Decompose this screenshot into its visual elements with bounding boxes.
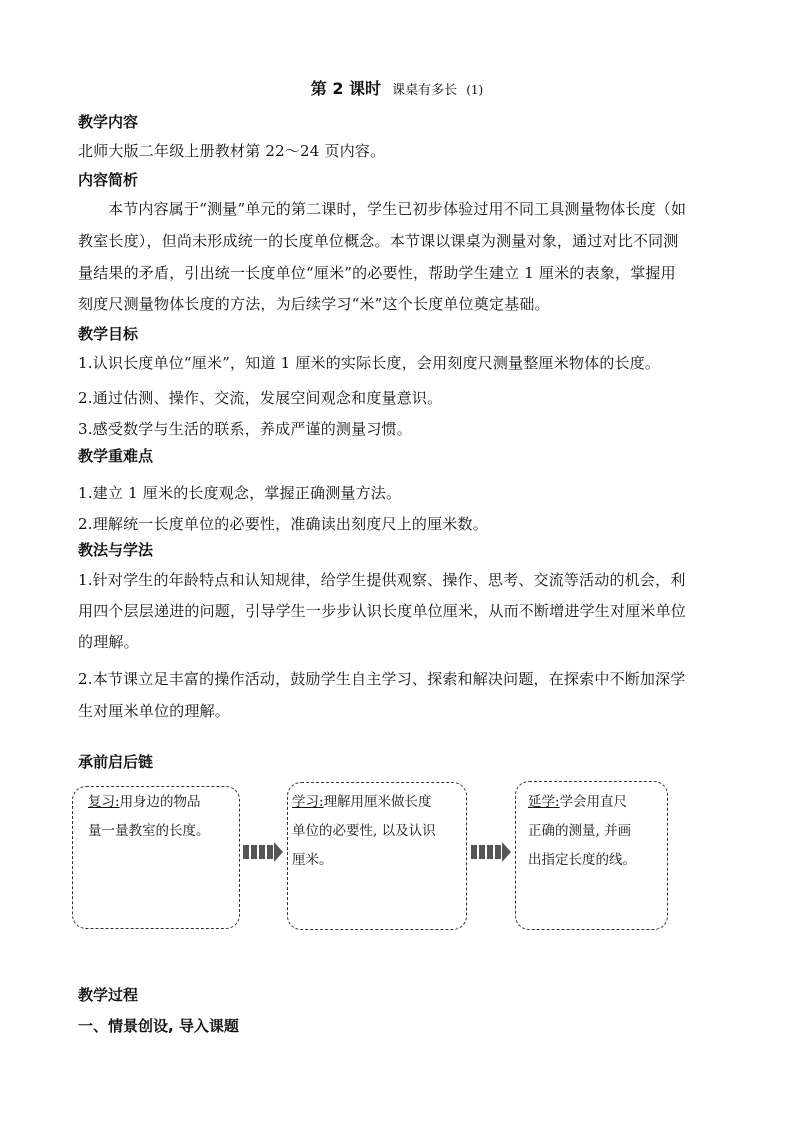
keypoint-2: 2.理解统一长度单位的必要性，准确读出刻度尺上的厘米数。 bbox=[78, 515, 488, 533]
goal-2: 2.通过估测、操作、交流，发展空间观念和度量意识。 bbox=[78, 389, 443, 407]
chain-box-learn-label: 学习: bbox=[292, 794, 324, 810]
method1-line-1: 1.针对学生的年龄特点和认知规律，给学生提供观察、操作、思考、交流等活动的机会，利 bbox=[78, 571, 686, 589]
step1-heading: 一、情景创设, 导入课题 bbox=[78, 1017, 239, 1035]
brief-heading: 内容简析 bbox=[78, 171, 139, 189]
chain-box-extend-text bbox=[528, 788, 636, 875]
chain-box-review-label: 复习: bbox=[88, 794, 120, 810]
chain-box-learn-line-2: 单位的必要性, 以及认识 bbox=[292, 823, 436, 839]
chain-box-extend-label: 延学: bbox=[528, 794, 560, 810]
chain-box-review-line-1: 用身边的物品 bbox=[119, 794, 201, 810]
goals-heading: 教学目标 bbox=[78, 325, 139, 343]
content-heading: 教学内容 bbox=[78, 113, 139, 131]
lesson-title-num: (1) bbox=[466, 83, 484, 97]
chain-box-learn-line-1: 理解用厘米做长度 bbox=[323, 794, 432, 810]
method2-line-2: 生对厘米单位的理解。 bbox=[78, 702, 231, 720]
process-heading: 教学过程 bbox=[78, 986, 139, 1004]
chain-box-extend-line-2: 正确的测量, 并画 bbox=[528, 823, 632, 839]
chain-box-learn-text bbox=[292, 788, 436, 875]
lesson-title bbox=[0, 78, 794, 102]
brief-line-2: 教室长度），但尚未形成统一的长度单位概念。本节课以课桌为测量对象，通过对比不同测 bbox=[78, 232, 679, 250]
brief-line-4: 刻度尺测量物体长度的方法，为后续学习“米”这个长度单位奠定基础。 bbox=[78, 295, 550, 313]
chain-box-review-text bbox=[88, 788, 210, 846]
keypoint-1: 1.建立 1 厘米的长度观念，掌握正确测量方法。 bbox=[78, 484, 402, 502]
keypoints-heading: 教学重难点 bbox=[78, 447, 154, 465]
chain-arrow-2 bbox=[471, 842, 511, 862]
lesson-title-main: 第 2 课时 bbox=[310, 79, 382, 98]
method1-line-3: 的理解。 bbox=[78, 633, 139, 651]
brief-line-3: 量结果的矛盾，引出统一长度单位“厘米”的必要性，帮助学生建立 1 厘米的表象，掌握用 bbox=[78, 264, 676, 282]
chain-box-learn-line-3: 厘米。 bbox=[292, 852, 333, 868]
chain-heading: 承前启后链 bbox=[78, 753, 154, 771]
brief-line-1: 本节内容属于“测量”单元的第二课时，学生已初步体验过用不同工具测量物体长度（如 bbox=[108, 200, 687, 218]
method2-line-1: 2.本节课立足丰富的操作活动，鼓励学生自主学习、探索和解决问题，在探索中不断加深学 bbox=[78, 670, 686, 688]
chain-arrow-1 bbox=[243, 842, 283, 862]
methods-heading: 教法与学法 bbox=[78, 541, 154, 559]
chain-box-extend-line-3: 出指定长度的线。 bbox=[528, 852, 636, 868]
goal-1: 1.认识长度单位“厘米”，知道 1 厘米的实际长度，会用刻度尺测量整厘米物体的长度。 bbox=[78, 354, 661, 372]
content-text: 北师大版二年级上册教材第 22～24 页内容。 bbox=[78, 142, 386, 160]
method1-line-2: 用四个层层递进的问题，引导学生一步步认识长度单位厘米，从而不断增进学生对厘米单位 bbox=[78, 602, 687, 620]
chain-box-review-line-2: 量一量教室的长度。 bbox=[88, 823, 210, 839]
lesson-title-sub: 课桌有多长 bbox=[392, 83, 458, 98]
chain-box-extend-line-1: 学会用直尺 bbox=[559, 794, 628, 810]
goal-3: 3.感受数学与生活的联系，养成严谨的测量习惯。 bbox=[78, 420, 412, 438]
